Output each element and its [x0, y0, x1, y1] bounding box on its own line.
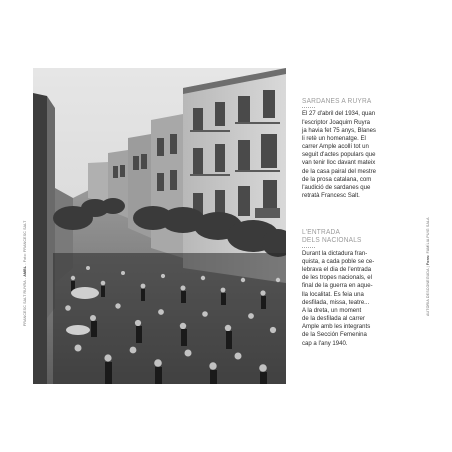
section-body: [302, 110, 420, 200]
credit-left-prefix: FRANCESC SALT RUYRA -: [23, 276, 27, 326]
body-line: desfilada, missa, teatre...: [302, 299, 370, 306]
section-body: [302, 250, 420, 348]
body-line: de les tropes nacionals, el: [302, 275, 372, 282]
body-line: lebrava el dia de l'entrada: [302, 267, 372, 274]
dotted-divider: [302, 247, 315, 248]
body-line: lla localitat. Es feia una: [302, 291, 364, 298]
photo-credit-right: [426, 217, 430, 316]
body-line: seguit d'actes populars que: [302, 152, 376, 159]
photo-credit-left: [23, 221, 27, 326]
body-line: quista, a cada poble se ce-: [302, 258, 375, 265]
body-line: de la casa pairal del mestre: [302, 168, 376, 175]
body-line: Ample amb les integrants: [302, 324, 371, 331]
body-line: de la prosa catalana, com: [302, 176, 372, 183]
section-title: DELS NACIONALS: [302, 235, 362, 245]
credit-left-photographer: - Foto: FRANCESC SALT: [23, 220, 27, 266]
body-line: van tenir lloc davant mateix: [302, 160, 376, 167]
body-line: A la dreta, un moment: [302, 307, 362, 314]
body-line: l'audició de sardanes que: [302, 184, 371, 191]
credit-right-source: FAMÍLIA PUIG SALA: [426, 217, 430, 255]
body-line: li retè un homenatge. El: [302, 135, 366, 142]
section-title: SARDANES A RUYRA: [302, 96, 372, 105]
body-line: ja havia fet 75 anys, Blanes: [302, 127, 376, 134]
section-entrada: [302, 228, 420, 348]
body-line: l'escriptor Joaquim Ruyra: [302, 119, 371, 126]
body-line: retratà Francesc Salt.: [302, 192, 360, 199]
credit-right-label: Fons:: [426, 254, 430, 266]
credit-left-archive: AMBL: [23, 265, 27, 277]
section-title: L'ENTRADA: [302, 227, 341, 236]
credit-right-prefix: AUTORIA DESCONEGUDA |: [426, 265, 430, 316]
body-line: Durant la dictadura fran-: [302, 250, 368, 257]
dotted-divider: [302, 107, 315, 108]
historic-photo: [33, 68, 286, 384]
body-line: cap a l'any 1940.: [302, 340, 348, 347]
photo-street-crowd-icon: [33, 68, 286, 384]
body-line: de la desfilada al carrer: [302, 316, 365, 323]
section-sardanes: [302, 97, 420, 200]
body-line: de la Sección Femenina: [302, 332, 367, 339]
body-line: carrer Ample acollí tot un: [302, 144, 369, 151]
body-line: final de la guerra en aque-: [302, 283, 373, 290]
body-line: El 27 d'abril del 1934, quan: [302, 111, 376, 118]
